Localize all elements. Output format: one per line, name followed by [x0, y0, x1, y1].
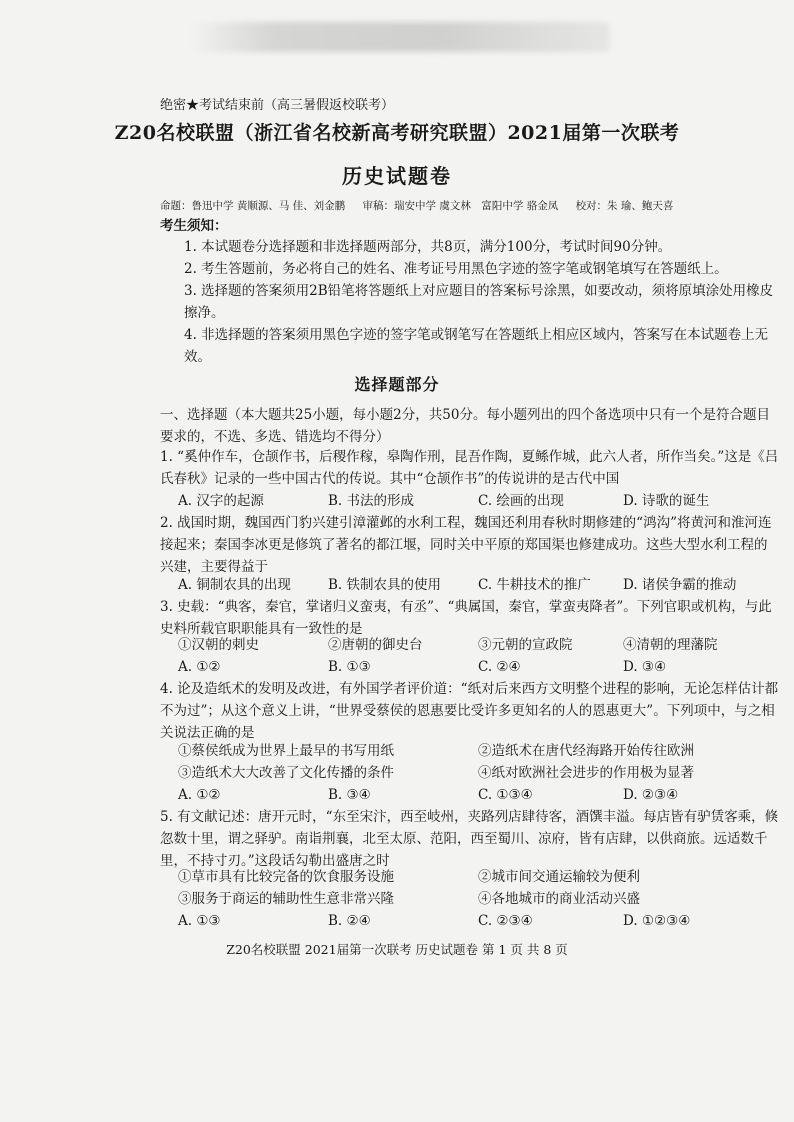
question-5-items-row2 — [178, 888, 778, 910]
question-3-items — [178, 634, 778, 656]
question-5-options — [178, 910, 778, 932]
page-title: Z20名校联盟（浙江省名校新高考研究联盟）2021届第一次联考 — [114, 122, 680, 144]
notice-item: 2. 考生答题前，务必将自己的姓名、准考证号用黑色字迹的签字笔或钢笔填写在答题纸上。 — [184, 261, 728, 277]
question-1-text: 1. “奚仲作车，仓颉作书，后稷作稼，皋陶作刑，昆吾作陶，夏鲧作城，此六人者，所作当矣。”这是《吕氏春秋》记录的一些中国古代的传说。其中“仓颉作书”的传说讲的是古代中国 — [160, 449, 779, 487]
secret-line: 绝密★考试结束前（高三暑假返校联考） — [160, 98, 395, 113]
page-footer: Z20名校联盟 2021届第一次联考 历史试题卷 第 1 页 共 8 页 — [226, 942, 568, 957]
option-a: A. 汉字的起源 — [178, 493, 264, 509]
question-3-text: 3. 史载：“典客，秦官，掌诸归义蛮夷，有丞”、“典属国，秦官，掌蛮夷降者”。下列官职或机构，与此史料所载官职职能具有一致性的是 — [160, 599, 772, 637]
author-credits — [160, 198, 687, 213]
proofread-credit: 校对：朱 瑜、鲍天喜 — [575, 200, 674, 212]
item-2: ②造纸术在唐代经海路开始传往欧洲 — [478, 743, 694, 759]
option-a: A. ①② — [178, 787, 221, 803]
item-3: ③元朝的宣政院 — [478, 637, 573, 653]
item-3: ③服务于商运的辅助性生意非常兴隆 — [178, 891, 394, 907]
option-b: B. ①③ — [328, 659, 371, 675]
question-4-items-row2 — [178, 762, 778, 784]
question-2-options — [178, 574, 778, 596]
option-c: C. ②③④ — [478, 913, 533, 929]
question-4-text: 4. 论及造纸术的发明及改进，有外国学者评价道：“纸对后来西方文明整个进程的影响，无论怎样估计都不为过”；从这个意义上讲，“世界受蔡侯的恩惠要比受许多更知名的人的恩惠更大”。下列项中，与之相关说法正确的是 — [160, 681, 779, 741]
page-subtitle: 历史试题卷 — [342, 164, 452, 188]
review-credit: 审稿：瑞安中学 虞文林 富阳中学 骆金凤 — [362, 200, 559, 212]
option-a: A. ①② — [178, 659, 221, 675]
item-1: ①蔡侯纸成为世界上最早的书写用纸 — [178, 743, 394, 759]
option-d: D. ③④ — [623, 659, 667, 675]
option-b: B. 书法的形成 — [328, 493, 415, 509]
item-4: ④清朝的理藩院 — [623, 637, 718, 653]
option-b: B. 铁制农具的使用 — [328, 577, 442, 593]
question-4-items-row1 — [178, 740, 778, 762]
scan-smudge — [190, 22, 610, 52]
option-b: B. ③④ — [328, 787, 371, 803]
question-4-options — [178, 784, 778, 806]
option-d: D. ②③④ — [623, 787, 679, 803]
notice-item: 4. 非选择题的答案须用黑色字迹的签字笔或钢笔写在答题纸上相应区域内，答案写在本试题卷上无效。 — [184, 327, 769, 365]
question-2-text: 2. 战国时期，魏国西门豹兴建引漳灌邺的水利工程，魏国还利用春秋时期修建的“鸿沟”将黄河和淮河连接起来；秦国李冰更是修筑了著名的都江堰，同时关中平原的郑国渠也修建成功。这些大型水利工程的兴建，主要得益于 — [160, 515, 772, 575]
item-2: ②唐朝的御史台 — [328, 637, 423, 653]
option-d: D. 诗歌的诞生 — [623, 493, 710, 509]
question-3-options — [178, 656, 778, 678]
item-3: ③造纸术大大改善了文化传播的条件 — [178, 765, 394, 781]
item-1: ①汉朝的刺史 — [178, 637, 259, 653]
question-5-text: 5. 有文献记述：唐开元时，“东至宋汴，西至岐州，夹路列店肆待客，酒馔丰溢。每店皆有驴赁客乘，倏忽数十里，谓之驿驴。南诣荆襄，北至太原、范阳，西至蜀川、凉府，皆有店肆，以供商旅。远适数千里，不持寸刃。”这段话勾勒出盛唐之时 — [160, 809, 779, 869]
item-4: ④纸对欧洲社会进步的作用极为显著 — [478, 765, 694, 781]
notice-item: 1. 本试题卷分选择题和非选择题两部分，共8页，满分100分，考试时间90分钟。 — [184, 239, 672, 255]
option-d: D. ①②③④ — [623, 913, 691, 929]
option-c: C. ②④ — [478, 659, 521, 675]
option-b: B. ②④ — [328, 913, 371, 929]
option-c: C. 绘画的出现 — [478, 493, 564, 509]
question-1-options — [178, 490, 778, 512]
notice-heading: 考生须知： — [160, 218, 228, 234]
item-1: ①草市具有比较完备的饮食服务设施 — [178, 869, 394, 885]
section-title: 选择题部分 — [354, 375, 440, 394]
notice-item: 3. 选择题的答案须用2B铅笔将答题纸上对应题目的答案标号涂黑，如要改动，须将原填涂处用橡皮擦净。 — [184, 283, 774, 321]
section-intro: 一、选择题（本大题共25小题，每小题2分，共50分。每小题列出的四个备选项中只有一个是符合题目要求的，不选、多选、错选均不得分） — [160, 407, 770, 445]
option-a: A. 铜制农具的出现 — [178, 577, 291, 593]
option-a: A. ①③ — [178, 913, 221, 929]
option-c: C. 牛耕技术的推广 — [478, 577, 591, 593]
question-5-items-row1 — [178, 866, 778, 888]
option-c: C. ①③④ — [478, 787, 533, 803]
item-2: ②城市间交通运输较为便利 — [478, 869, 640, 885]
option-d: D. 诸侯争霸的推动 — [623, 577, 737, 593]
item-4: ④各地城市的商业活动兴盛 — [478, 891, 640, 907]
proposition-credit: 命题：鲁迅中学 黄顺源、马 佳、刘金鹏 — [160, 200, 346, 212]
